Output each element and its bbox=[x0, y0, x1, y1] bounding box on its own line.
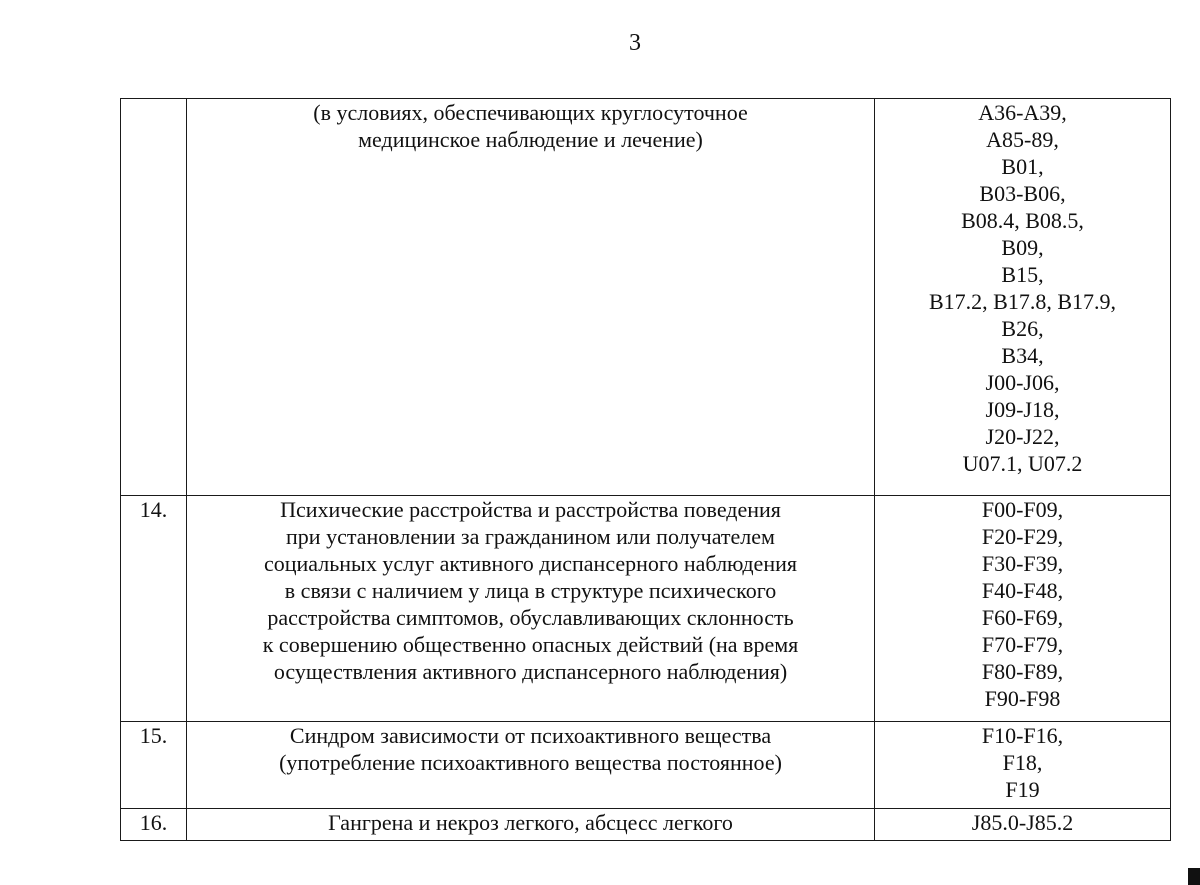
icd-code-line: B17.2, B17.8, B17.9, bbox=[928, 289, 1117, 314]
icd-code-line: B01, bbox=[1001, 154, 1044, 179]
table-row bbox=[121, 722, 1171, 809]
icd-code-line: F10-F16, bbox=[981, 723, 1064, 748]
icd-code-line: F19 bbox=[1005, 777, 1040, 802]
row-number: 15. bbox=[121, 722, 187, 809]
row-number bbox=[121, 99, 187, 496]
condition-name-cell bbox=[187, 99, 875, 496]
icd-code-line: B34, bbox=[1001, 343, 1044, 368]
page-number: 3 bbox=[629, 30, 641, 56]
icd-code-line: J00-J06, bbox=[985, 370, 1060, 395]
scan-edge-mark bbox=[1188, 868, 1200, 885]
icd-code-line: F60-F69, bbox=[981, 605, 1064, 630]
icd-code-line: B15, bbox=[1001, 262, 1044, 287]
table-row bbox=[121, 809, 1171, 841]
icd-code-line: F18, bbox=[1002, 750, 1043, 775]
icd-codes-cell bbox=[875, 809, 1171, 841]
icd-code-line: A36-A39, bbox=[978, 100, 1067, 125]
condition-name-line: осуществления активного диспансерного наблюдения) bbox=[273, 659, 788, 684]
table-row bbox=[121, 99, 1171, 496]
icd-code-line: F70-F79, bbox=[981, 632, 1064, 657]
condition-name-cell bbox=[187, 809, 875, 841]
icd-codes-cell bbox=[875, 496, 1171, 722]
icd-code-line: F30-F39, bbox=[981, 551, 1064, 576]
condition-name-line: Гангрена и некроз легкого, абсцесс легкого bbox=[328, 810, 733, 835]
row-number: 16. bbox=[121, 809, 187, 841]
icd-code-line: F00-F09, bbox=[981, 497, 1064, 522]
disease-code-table bbox=[120, 98, 1171, 841]
condition-name-cell bbox=[187, 496, 875, 722]
icd-code-line: U07.1, U07.2 bbox=[962, 451, 1083, 476]
table-row bbox=[121, 496, 1171, 722]
icd-code-line: B26, bbox=[1001, 316, 1044, 341]
condition-name-line: расстройства симптомов, обуславливающих склонность bbox=[267, 605, 794, 630]
icd-code-line: F90-F98 bbox=[984, 686, 1061, 711]
condition-name-line: в связи с наличием у лица в структуре психического bbox=[284, 578, 777, 603]
icd-codes-cell bbox=[875, 99, 1171, 496]
condition-name-line: медицинское наблюдение и лечение) bbox=[358, 127, 703, 152]
condition-name-line: Синдром зависимости от психоактивного вещества bbox=[289, 723, 772, 748]
icd-codes-cell bbox=[875, 722, 1171, 809]
icd-code-line: A85-89, bbox=[986, 127, 1059, 152]
icd-code-line: J20-J22, bbox=[985, 424, 1060, 449]
condition-name-line: (употребление психоактивного вещества постоянное) bbox=[279, 750, 782, 775]
icd-code-line: F40-F48, bbox=[981, 578, 1064, 603]
icd-code-line: F20-F29, bbox=[981, 524, 1064, 549]
condition-name-line: к совершению общественно опасных действий (на время bbox=[262, 632, 799, 657]
condition-name-line: Психические расстройства и расстройства поведения bbox=[280, 497, 781, 522]
icd-code-line: B09, bbox=[1001, 235, 1044, 260]
condition-name-line: (в условиях, обеспечивающих круглосуточное bbox=[313, 100, 748, 125]
icd-code-line: J85.0-J85.2 bbox=[971, 810, 1074, 835]
icd-code-line: B03-B06, bbox=[979, 181, 1066, 206]
condition-name-line: при установлении за гражданином или получателем bbox=[286, 524, 775, 549]
icd-code-line: J09-J18, bbox=[985, 397, 1060, 422]
icd-code-line: B08.4, B08.5, bbox=[961, 208, 1084, 233]
condition-name-line: социальных услуг активного диспансерного наблюдения bbox=[264, 551, 797, 576]
condition-name-cell bbox=[187, 722, 875, 809]
row-number: 14. bbox=[121, 496, 187, 722]
icd-code-line: F80-F89, bbox=[981, 659, 1064, 684]
